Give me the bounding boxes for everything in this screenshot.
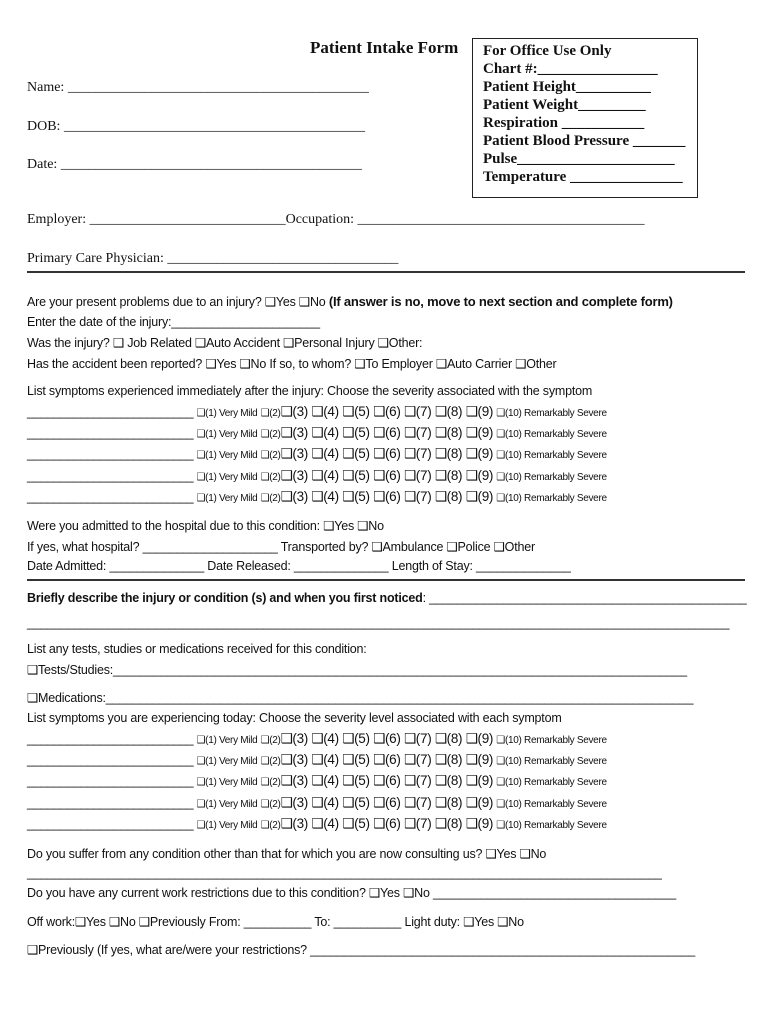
severity-row: [27, 404, 607, 420]
tests-studies-field[interactable]: ❑Tests/Studies:_____________________________________________________________________________________: [27, 663, 687, 677]
symptom-blank[interactable]: _________________________: [27, 774, 194, 788]
pulse-field[interactable]: Pulse_____________________: [483, 151, 675, 167]
blood-pressure-field[interactable]: Patient Blood Pressure _______: [483, 133, 686, 149]
symptom-blank[interactable]: _________________________: [27, 796, 194, 810]
previous-restrictions-field[interactable]: ❑Previously (If yes, what are/were your restrictions? _________________________________________________________: [27, 943, 696, 957]
hospital-admitted-question[interactable]: Were you admitted to the hospital due to this condition: ❑Yes ❑No: [27, 519, 384, 533]
injury-question: [27, 294, 673, 309]
describe-injury-blank[interactable]: : _______________________________________________: [422, 591, 747, 605]
symptoms-today-intro: List symptoms you are experiencing today: Choose the severity level associated with each symptom: [27, 711, 562, 725]
injury-question-instruction: (If answer is no, move to next section and complete form): [328, 294, 673, 309]
symptom-blank[interactable]: _________________________: [27, 469, 194, 483]
severity-3-9-checkboxes[interactable]: ❑(3) ❑(4) ❑(5) ❑(6) ❑(7) ❑(8) ❑(9): [280, 446, 494, 461]
severity-row: [27, 425, 607, 441]
severity-10-checkbox[interactable]: ❑(10) Remarkably Severe: [496, 777, 607, 788]
severity-row: [27, 816, 607, 832]
severity-2-checkbox[interactable]: ❑(2): [260, 756, 281, 767]
severity-10-checkbox[interactable]: ❑(10) Remarkably Severe: [496, 450, 607, 461]
symptom-blank[interactable]: _________________________: [27, 405, 194, 419]
tests-intro: List any tests, studies or medications received for this condition:: [27, 642, 367, 656]
severity-3-9-checkboxes[interactable]: ❑(3) ❑(4) ❑(5) ❑(6) ❑(7) ❑(8) ❑(9): [280, 425, 494, 440]
chart-number-field[interactable]: Chart #:________________: [483, 61, 658, 77]
severity-10-checkbox[interactable]: ❑(10) Remarkably Severe: [496, 735, 607, 746]
severity-row: [27, 468, 607, 484]
severity-3-9-checkboxes[interactable]: ❑(3) ❑(4) ❑(5) ❑(6) ❑(7) ❑(8) ❑(9): [280, 404, 494, 419]
severity-row: [27, 446, 607, 462]
severity-1-checkbox[interactable]: ❑(1) Very Mild: [196, 735, 258, 746]
severity-10-checkbox[interactable]: ❑(10) Remarkably Severe: [496, 429, 607, 440]
section-divider: [27, 271, 745, 273]
primary-care-physician-field[interactable]: Primary Care Physician: _________________________________: [27, 251, 399, 266]
severity-3-9-checkboxes[interactable]: ❑(3) ❑(4) ❑(5) ❑(6) ❑(7) ❑(8) ❑(9): [280, 752, 494, 767]
name-field[interactable]: Name: ___________________________________________: [27, 80, 369, 95]
describe-injury-field[interactable]: [27, 591, 746, 605]
office-use-box: [472, 38, 698, 198]
symptom-blank[interactable]: _________________________: [27, 817, 194, 831]
page-title: Patient Intake Form: [310, 38, 459, 57]
severity-2-checkbox[interactable]: ❑(2): [260, 820, 281, 831]
injury-date-field[interactable]: Enter the date of the injury:______________________: [27, 315, 320, 329]
work-restrictions-question[interactable]: Do you have any current work restrictions due to this condition? ❑Yes ❑No ____________________________________: [27, 886, 677, 900]
severity-10-checkbox[interactable]: ❑(10) Remarkably Severe: [496, 408, 607, 419]
dob-field[interactable]: DOB: ___________________________________________: [27, 119, 365, 134]
symptoms-after-injury-intro: List symptoms experienced immediately after the injury: Choose the severity associated with the symptom: [27, 384, 593, 398]
symptom-blank[interactable]: _________________________: [27, 732, 194, 746]
office-heading: For Office Use Only: [483, 43, 612, 59]
symptom-blank[interactable]: _________________________: [27, 490, 194, 504]
severity-1-checkbox[interactable]: ❑(1) Very Mild: [196, 756, 258, 767]
medications-field[interactable]: ❑Medications:_______________________________________________________________________________________: [27, 691, 694, 705]
describe-injury-line[interactable]: ________________________________________________________________________________________________________: [27, 616, 730, 630]
patient-height-field[interactable]: Patient Height__________: [483, 79, 651, 95]
severity-1-checkbox[interactable]: ❑(1) Very Mild: [196, 450, 258, 461]
date-field[interactable]: Date: ___________________________________________: [27, 157, 362, 172]
symptom-blank[interactable]: _________________________: [27, 447, 194, 461]
respiration-field[interactable]: Respiration ___________: [483, 115, 645, 131]
severity-row: [27, 752, 607, 768]
severity-row: [27, 731, 607, 747]
severity-3-9-checkboxes[interactable]: ❑(3) ❑(4) ❑(5) ❑(6) ❑(7) ❑(8) ❑(9): [280, 489, 494, 504]
severity-1-checkbox[interactable]: ❑(1) Very Mild: [196, 493, 258, 504]
severity-3-9-checkboxes[interactable]: ❑(3) ❑(4) ❑(5) ❑(6) ❑(7) ❑(8) ❑(9): [280, 795, 494, 810]
severity-3-9-checkboxes[interactable]: ❑(3) ❑(4) ❑(5) ❑(6) ❑(7) ❑(8) ❑(9): [280, 731, 494, 746]
symptom-blank[interactable]: _________________________: [27, 753, 194, 767]
severity-3-9-checkboxes[interactable]: ❑(3) ❑(4) ❑(5) ❑(6) ❑(7) ❑(8) ❑(9): [280, 816, 494, 831]
severity-1-checkbox[interactable]: ❑(1) Very Mild: [196, 429, 258, 440]
off-work-question[interactable]: Off work:❑Yes ❑No ❑Previously From: __________ To: __________ Light duty: ❑Yes ❑No: [27, 915, 524, 929]
injury-type-question[interactable]: Was the injury? ❑ Job Related ❑Auto Accident ❑Personal Injury ❑Other:: [27, 336, 423, 350]
severity-1-checkbox[interactable]: ❑(1) Very Mild: [196, 472, 258, 483]
severity-2-checkbox[interactable]: ❑(2): [260, 429, 281, 440]
temperature-field[interactable]: Temperature _______________: [483, 169, 683, 185]
severity-1-checkbox[interactable]: ❑(1) Very Mild: [196, 777, 258, 788]
severity-2-checkbox[interactable]: ❑(2): [260, 799, 281, 810]
severity-10-checkbox[interactable]: ❑(10) Remarkably Severe: [496, 799, 607, 810]
employer-occupation-field[interactable]: Employer: ____________________________Occupation: _________________________________________: [27, 212, 645, 227]
severity-2-checkbox[interactable]: ❑(2): [260, 408, 281, 419]
other-condition-line[interactable]: ______________________________________________________________________________________________: [27, 866, 662, 880]
symptom-blank[interactable]: _________________________: [27, 426, 194, 440]
severity-10-checkbox[interactable]: ❑(10) Remarkably Severe: [496, 820, 607, 831]
other-condition-question[interactable]: Do you suffer from any condition other than that for which you are now consulting us? ❑Yes ❑No: [27, 847, 547, 861]
severity-row: [27, 795, 607, 811]
severity-1-checkbox[interactable]: ❑(1) Very Mild: [196, 820, 258, 831]
severity-10-checkbox[interactable]: ❑(10) Remarkably Severe: [496, 756, 607, 767]
patient-weight-field[interactable]: Patient Weight_________: [483, 97, 646, 113]
severity-1-checkbox[interactable]: ❑(1) Very Mild: [196, 799, 258, 810]
severity-2-checkbox[interactable]: ❑(2): [260, 735, 281, 746]
severity-3-9-checkboxes[interactable]: ❑(3) ❑(4) ❑(5) ❑(6) ❑(7) ❑(8) ❑(9): [280, 468, 494, 483]
severity-10-checkbox[interactable]: ❑(10) Remarkably Severe: [496, 493, 607, 504]
severity-2-checkbox[interactable]: ❑(2): [260, 493, 281, 504]
hospital-name-transport-field[interactable]: If yes, what hospital? ____________________ Transported by? ❑Ambulance ❑Police ❑Other: [27, 540, 535, 554]
severity-row: [27, 773, 607, 789]
severity-row: [27, 489, 607, 505]
severity-3-9-checkboxes[interactable]: ❑(3) ❑(4) ❑(5) ❑(6) ❑(7) ❑(8) ❑(9): [280, 773, 494, 788]
hospital-dates-field[interactable]: Date Admitted: ______________ Date Released: ______________ Length of Stay: ______________: [27, 559, 571, 573]
describe-injury-label: Briefly describe the injury or condition (s) and when you first noticed: [27, 591, 423, 605]
severity-2-checkbox[interactable]: ❑(2): [260, 450, 281, 461]
severity-2-checkbox[interactable]: ❑(2): [260, 777, 281, 788]
injury-question-text[interactable]: Are your present problems due to an injury? ❑Yes ❑No: [27, 295, 326, 309]
severity-10-checkbox[interactable]: ❑(10) Remarkably Severe: [496, 472, 607, 483]
severity-2-checkbox[interactable]: ❑(2): [260, 472, 281, 483]
accident-reported-question[interactable]: Has the accident been reported? ❑Yes ❑No If so, to whom? ❑To Employer ❑Auto Carrier ❑Other: [27, 357, 557, 371]
section-divider: [27, 579, 745, 581]
severity-1-checkbox[interactable]: ❑(1) Very Mild: [196, 408, 258, 419]
